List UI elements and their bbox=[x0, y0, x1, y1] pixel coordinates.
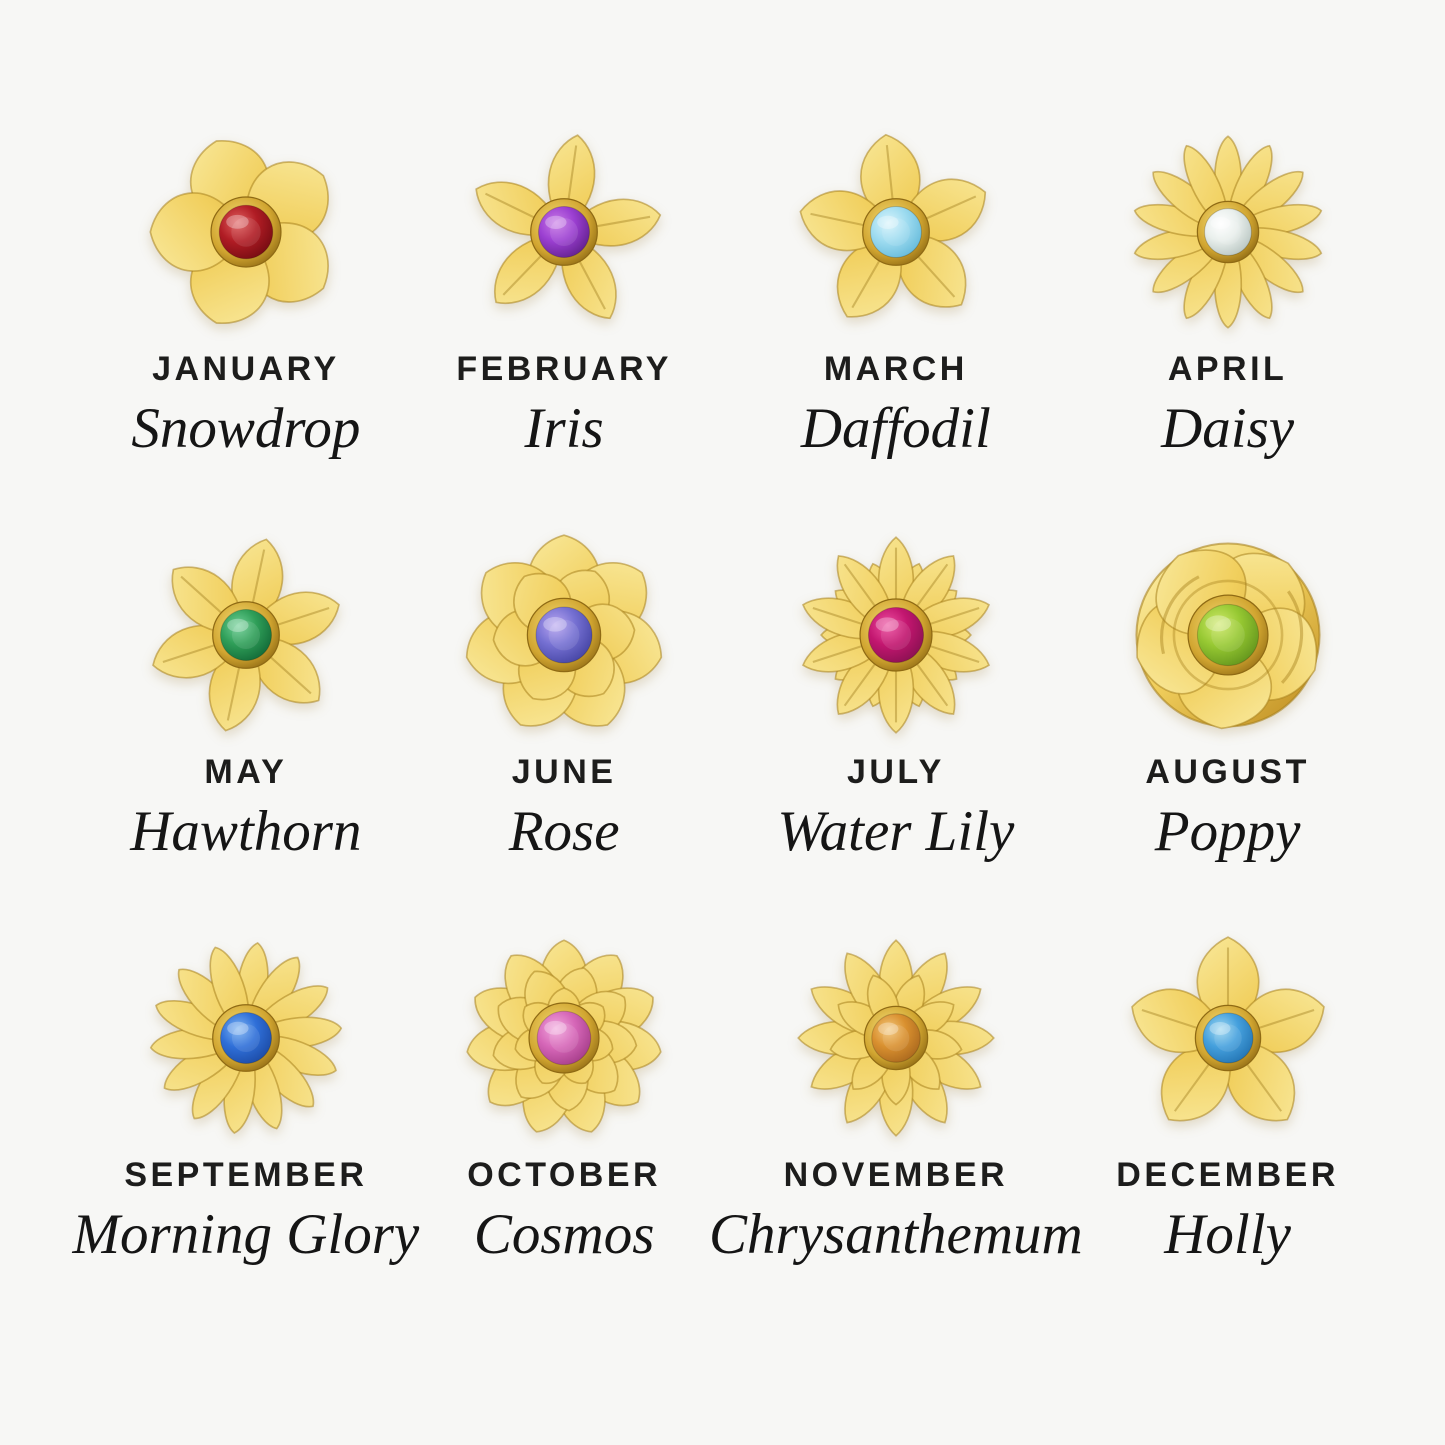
month-label: JUNE bbox=[511, 752, 617, 791]
flower-name: Cosmos bbox=[473, 1202, 655, 1266]
cell-caption bbox=[777, 739, 1014, 862]
poppy-flower-icon bbox=[1124, 531, 1332, 739]
water-lily-flower-icon bbox=[792, 531, 1000, 739]
morning-glory-flower-icon bbox=[142, 934, 350, 1142]
birth-flower-cell bbox=[419, 128, 709, 459]
month-label: NOVEMBER bbox=[783, 1155, 1009, 1194]
birth-flower-cell bbox=[709, 128, 1083, 459]
hawthorn-flower-icon bbox=[142, 531, 350, 739]
month-label: JULY bbox=[846, 752, 945, 791]
daffodil-flower-icon bbox=[792, 128, 1000, 336]
flower-name: Holly bbox=[1164, 1202, 1291, 1266]
birth-flower-cell bbox=[73, 934, 420, 1265]
cell-caption bbox=[1161, 336, 1294, 459]
month-label: SEPTEMBER bbox=[124, 1155, 368, 1194]
month-label: MARCH bbox=[823, 350, 968, 388]
iris-flower-icon bbox=[460, 128, 668, 336]
snowdrop-flower-icon bbox=[142, 128, 350, 336]
birth-flower-cell bbox=[419, 531, 709, 862]
cell-caption bbox=[130, 739, 361, 862]
birth-flower-cell bbox=[1083, 128, 1373, 459]
birth-flower-cell bbox=[73, 128, 420, 459]
holly-flower-icon bbox=[1124, 934, 1332, 1142]
flower-name: Rose bbox=[508, 799, 620, 863]
flower-name: Daisy bbox=[1161, 397, 1295, 460]
flower-name: Snowdrop bbox=[131, 397, 361, 460]
month-label: APRIL bbox=[1167, 350, 1288, 388]
chrysanthemum-flower-icon bbox=[792, 934, 1000, 1142]
cell-caption bbox=[131, 336, 360, 459]
birth-flower-cell bbox=[1083, 934, 1373, 1265]
cell-caption bbox=[1145, 739, 1310, 862]
month-label: MAY bbox=[204, 752, 288, 791]
birth-flower-grid bbox=[73, 0, 1373, 1265]
cell-caption bbox=[73, 1142, 420, 1265]
cosmos-flower-icon bbox=[460, 934, 668, 1142]
cell-caption bbox=[467, 1142, 661, 1265]
birth-flower-cell bbox=[709, 934, 1083, 1265]
birth-flower-cell bbox=[709, 531, 1083, 862]
birth-flower-cell bbox=[73, 531, 420, 862]
flower-name: Daffodil bbox=[800, 397, 991, 460]
flower-name: Water Lily bbox=[777, 799, 1015, 863]
birth-flower-cell bbox=[419, 934, 709, 1265]
cell-caption bbox=[709, 1142, 1083, 1265]
month-label: JANUARY bbox=[152, 350, 340, 388]
cell-caption bbox=[456, 336, 672, 459]
flower-name: Chrysanthemum bbox=[709, 1202, 1083, 1266]
flower-name: Iris bbox=[524, 397, 604, 460]
cell-caption bbox=[509, 739, 620, 862]
month-label: OCTOBER bbox=[467, 1155, 662, 1194]
birth-flower-cell bbox=[1083, 531, 1373, 862]
daisy-flower-icon bbox=[1124, 128, 1332, 336]
flower-name: Poppy bbox=[1154, 799, 1301, 863]
rose-flower-icon bbox=[460, 531, 668, 739]
flower-name: Hawthorn bbox=[130, 799, 362, 863]
month-label: FEBRUARY bbox=[456, 350, 672, 388]
month-label: AUGUST bbox=[1145, 752, 1310, 791]
month-label: DECEMBER bbox=[1116, 1155, 1339, 1194]
flower-name: Morning Glory bbox=[72, 1202, 420, 1266]
cell-caption bbox=[1116, 1142, 1339, 1265]
cell-caption bbox=[801, 336, 991, 459]
